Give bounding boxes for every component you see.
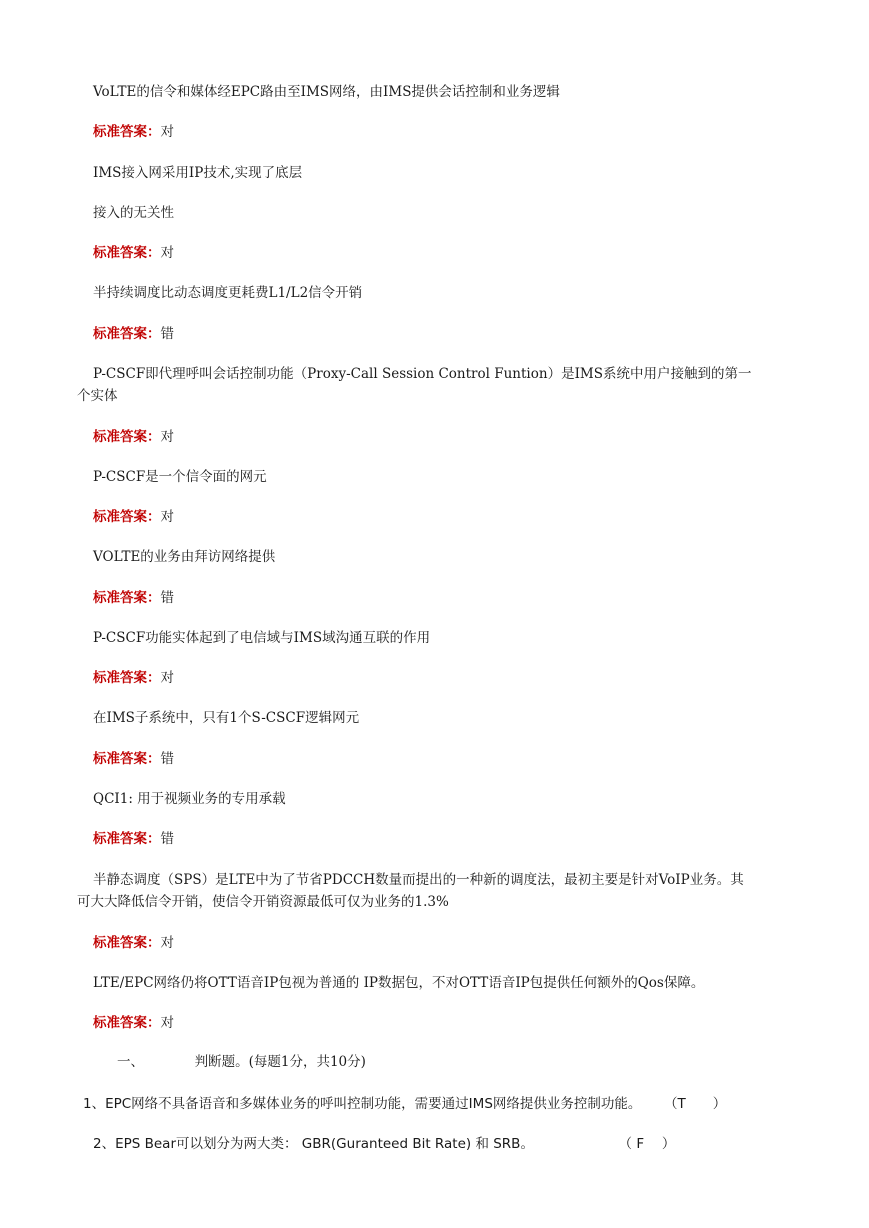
answer-line xyxy=(93,507,174,527)
question-text: P-CSCF功能实体起到了电信域与IMS域沟通互联的作用 xyxy=(93,630,431,646)
answer-line xyxy=(93,427,174,447)
question-text: QCI1: 用于视频业务的专用承载 xyxy=(93,791,286,807)
answer-line xyxy=(93,668,174,688)
answer-label: 标准答案： xyxy=(93,831,161,847)
answer-label: 标准答案： xyxy=(93,670,161,686)
answer-label: 标准答案： xyxy=(93,509,161,525)
answer-value: 对 xyxy=(160,245,174,261)
answer-value: 错 xyxy=(160,590,174,606)
answer-line xyxy=(93,829,174,849)
answer-line xyxy=(93,1013,174,1033)
tf-item-mark: （ F ） xyxy=(618,1136,676,1152)
answer-value: 对 xyxy=(160,1015,174,1031)
tf-item xyxy=(93,1134,675,1154)
answer-line xyxy=(93,933,174,953)
question-text: LTE/EPC网络仍将OTT语音IP包视为普通的 IP数据包，不对OTT语音IP包提供任何额外的Qos保障。 xyxy=(93,975,705,991)
question-text: IMS接入网采用IP技术,实现了底层 xyxy=(93,165,303,181)
answer-label: 标准答案： xyxy=(93,429,161,445)
answer-value: 对 xyxy=(160,935,174,951)
question-text: P-CSCF是一个信令面的网元 xyxy=(93,469,267,485)
answer-label: 标准答案： xyxy=(93,1015,161,1031)
section-heading xyxy=(117,1052,366,1072)
question-text: 半静态调度（SPS）是LTE中为了节省PDCCH数量而提出的一种新的调度法，最初主要是针对VoIP业务。其 xyxy=(93,872,744,888)
answer-value: 错 xyxy=(160,751,174,767)
section-title: 判断题。(每题1分，共10分) xyxy=(194,1054,366,1070)
tf-item-text: 2、EPS Bear可以划分为两大类： GBR(Guranteed Bit Rate) 和 SRB。 xyxy=(93,1136,534,1152)
answer-line xyxy=(93,122,174,142)
section-number: 一、 xyxy=(117,1054,144,1070)
question-text: 在IMS子系统中，只有1个S-CSCF逻辑网元 xyxy=(93,710,360,726)
question-text: VOLTE的业务由拜访网络提供 xyxy=(93,549,276,565)
tf-item-mark: （T ） xyxy=(663,1096,727,1112)
answer-label: 标准答案： xyxy=(93,590,161,606)
tf-item-text: 1、EPC网络不具备语音和多媒体业务的呼叫控制功能，需要通过IMS网络提供业务控制功能。 xyxy=(83,1096,642,1112)
tf-item xyxy=(83,1094,726,1114)
answer-value: 对 xyxy=(160,124,174,140)
question-text-continued: 可大大降低信令开销，使信令开销资源最低可仅为业务的1.3% xyxy=(77,894,449,910)
answer-label: 标准答案： xyxy=(93,326,161,342)
answer-value: 错 xyxy=(160,831,174,847)
question-text: P-CSCF即代理呼叫会话控制功能（Proxy-Call Session Control Funtion）是IMS系统中用户接触到的第一 xyxy=(93,366,752,382)
question-text: 半持续调度比动态调度更耗费L1/L2信令开销 xyxy=(93,285,363,301)
answer-label: 标准答案： xyxy=(93,751,161,767)
answer-value: 对 xyxy=(160,509,174,525)
answer-value: 对 xyxy=(160,670,174,686)
answer-line xyxy=(93,749,174,769)
question-text-continued: 个实体 xyxy=(77,388,118,404)
question-text: VoLTE的信令和媒体经EPC路由至IMS网络，由IMS提供会话控制和业务逻辑 xyxy=(93,84,560,100)
answer-label: 标准答案： xyxy=(93,124,161,140)
answer-value: 对 xyxy=(160,429,174,445)
answer-value: 错 xyxy=(160,326,174,342)
answer-label: 标准答案： xyxy=(93,935,161,951)
answer-line xyxy=(93,588,174,608)
question-text: 接入的无关性 xyxy=(93,205,174,221)
answer-label: 标准答案： xyxy=(93,245,161,261)
answer-line xyxy=(93,243,174,263)
answer-line xyxy=(93,324,174,344)
